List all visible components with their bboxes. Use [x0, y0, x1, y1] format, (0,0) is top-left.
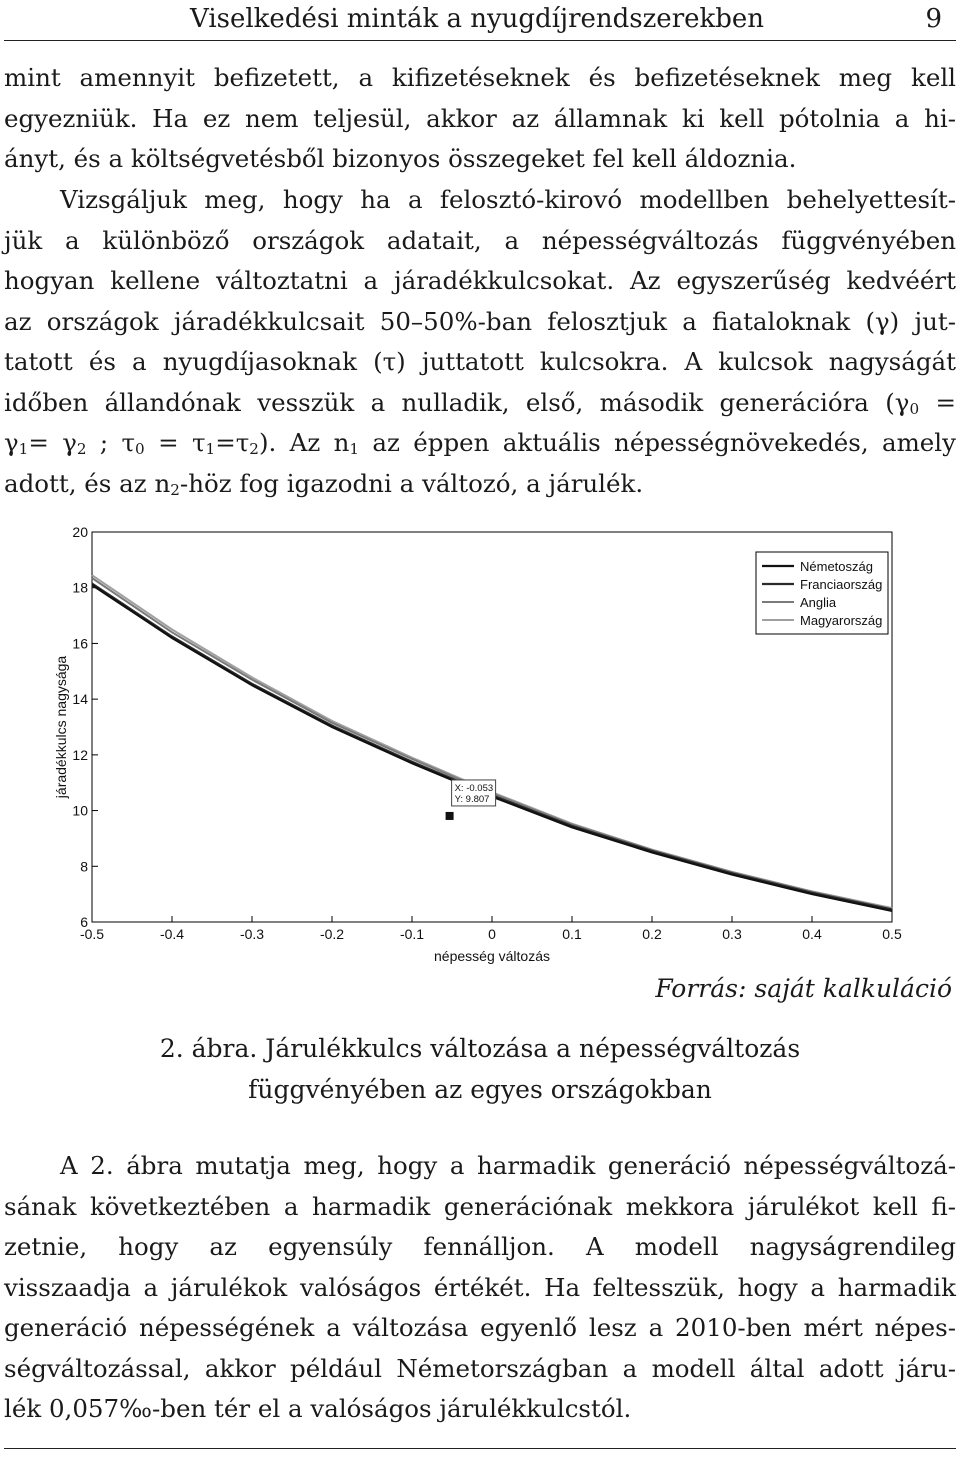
- y-tick-label: 20: [72, 524, 88, 540]
- text-line: Vizsgáljuk meg, hogy ha a felosztó-kirovó modellben behelyettesít-: [60, 185, 956, 214]
- legend-label: Franciaország: [800, 577, 883, 592]
- text-line: az országok járadékkulcsait 50–50%-ban felosztjuk a fiataloknak (γ) jut-: [4, 306, 956, 336]
- text-line: $\gamma_1= \gamma_2$ ; $\tau_0 = \tau_1=\tau_2$). Az $n_1$ az éppen aktuális népességnövekedés, amely: [4, 428, 956, 458]
- footer-rule: [4, 1448, 956, 1449]
- text-line: tatott és a nyugdíjasoknak (τ) juttatott kulcsokra. A kulcsok nagyságát: [4, 347, 956, 376]
- text-line: időben állandónak vesszük a nulladik, első, második generációra ($\gamma_0$ =: [4, 387, 956, 418]
- data-tip-y: Y: 9.807: [454, 793, 490, 805]
- text-line: lék 0,057‰-ben tér el a valóságos járulékkulcstól.: [4, 1394, 632, 1423]
- y-tick-label: 16: [72, 635, 88, 652]
- paragraph-1: [4, 58, 956, 180]
- paragraph-3: [4, 1146, 956, 1430]
- x-tick-label: 0.1: [562, 926, 582, 942]
- x-tick-label: -0.1: [399, 926, 425, 942]
- paragraph-2: [4, 180, 956, 504]
- x-tick-label: 0.2: [642, 926, 662, 942]
- x-tick-label: 0: [488, 926, 496, 942]
- x-tick-label: 0.5: [882, 926, 902, 942]
- legend-label: Németoszág: [800, 559, 873, 574]
- y-tick-label: 8: [80, 858, 88, 875]
- x-tick-label: 0.4: [802, 926, 822, 942]
- text-line: generáció népességének a változása egyenlő lesz a 2010-ben mért népes-: [4, 1313, 956, 1342]
- x-tick-label: -0.2: [319, 926, 345, 942]
- y-tick-label: 14: [72, 691, 88, 708]
- text-line: jük a különböző országok adatait, a népességváltozás függvényében: [4, 225, 956, 255]
- x-tick-label: 0.3: [722, 926, 742, 942]
- x-axis-label: népesség változás: [434, 948, 550, 964]
- x-tick-label: -0.5: [79, 926, 105, 942]
- text-line: sának következtében a harmadik generációnak mekkora járulékot kell fi-: [4, 1191, 956, 1221]
- text-line: A 2. ábra mutatja meg, hogy a harmadik generáció népességváltozá-: [60, 1151, 956, 1180]
- text-line: adott, és az $n_2$-höz fog igazodni a változó, a járulék.: [4, 468, 644, 499]
- caption-line: 2. ábra. Járulékkulcs változása a népességváltozás: [159, 1034, 801, 1063]
- data-tip-x: X: -0.053: [454, 782, 494, 794]
- caption-line: függvényében az egyes országokban: [248, 1075, 712, 1104]
- y-axis-label: járadékkulcs nagysága: [53, 655, 69, 799]
- text-line: visszaadja a járulékok valóságos értékét. Ha feltesszük, hogy a harmadik: [4, 1272, 956, 1302]
- text-line: mint amennyit befizetett, a kifizetéseknek és befizetéseknek meg kell: [4, 63, 956, 92]
- running-header: [4, 0, 956, 41]
- figure-caption: [0, 1028, 960, 1110]
- y-tick-label: 12: [72, 746, 88, 763]
- text-line: ségváltozással, akkor például Németországban a modell által adott járu-: [4, 1353, 956, 1383]
- x-tick-label: -0.3: [239, 926, 265, 942]
- y-tick-label: 10: [72, 802, 88, 819]
- x-tick-label: -0.4: [159, 926, 185, 942]
- text-line: zetnie, hogy az egyensúly fennálljon. A modell nagyságrendileg: [4, 1232, 956, 1261]
- y-tick-label: 18: [72, 579, 88, 596]
- line-chart: [52, 518, 912, 968]
- chart-legend: [756, 552, 888, 634]
- text-line: egyezniük. Ha ez nem teljesül, akkor az államnak ki kell pótolnia a hi-: [4, 103, 956, 133]
- legend-label: Magyarország: [800, 613, 883, 628]
- page-number: 9: [925, 4, 942, 34]
- legend-label: Anglia: [800, 595, 837, 610]
- text-line: ányt, és a költségvetésből bizonyos összegeket fel kell áldoznia.: [4, 144, 797, 173]
- figure-source: Forrás: saját kalkuláció: [655, 974, 952, 1003]
- text-line: hogyan kellene változtatni a járadékkulcsokat. Az egyszerűség kedvéért: [4, 266, 956, 295]
- y-tick-label: 6: [80, 914, 88, 930]
- data-marker: [446, 812, 454, 820]
- header-title: Viselkedési minták a nyugdíjrendszerekben: [190, 4, 765, 34]
